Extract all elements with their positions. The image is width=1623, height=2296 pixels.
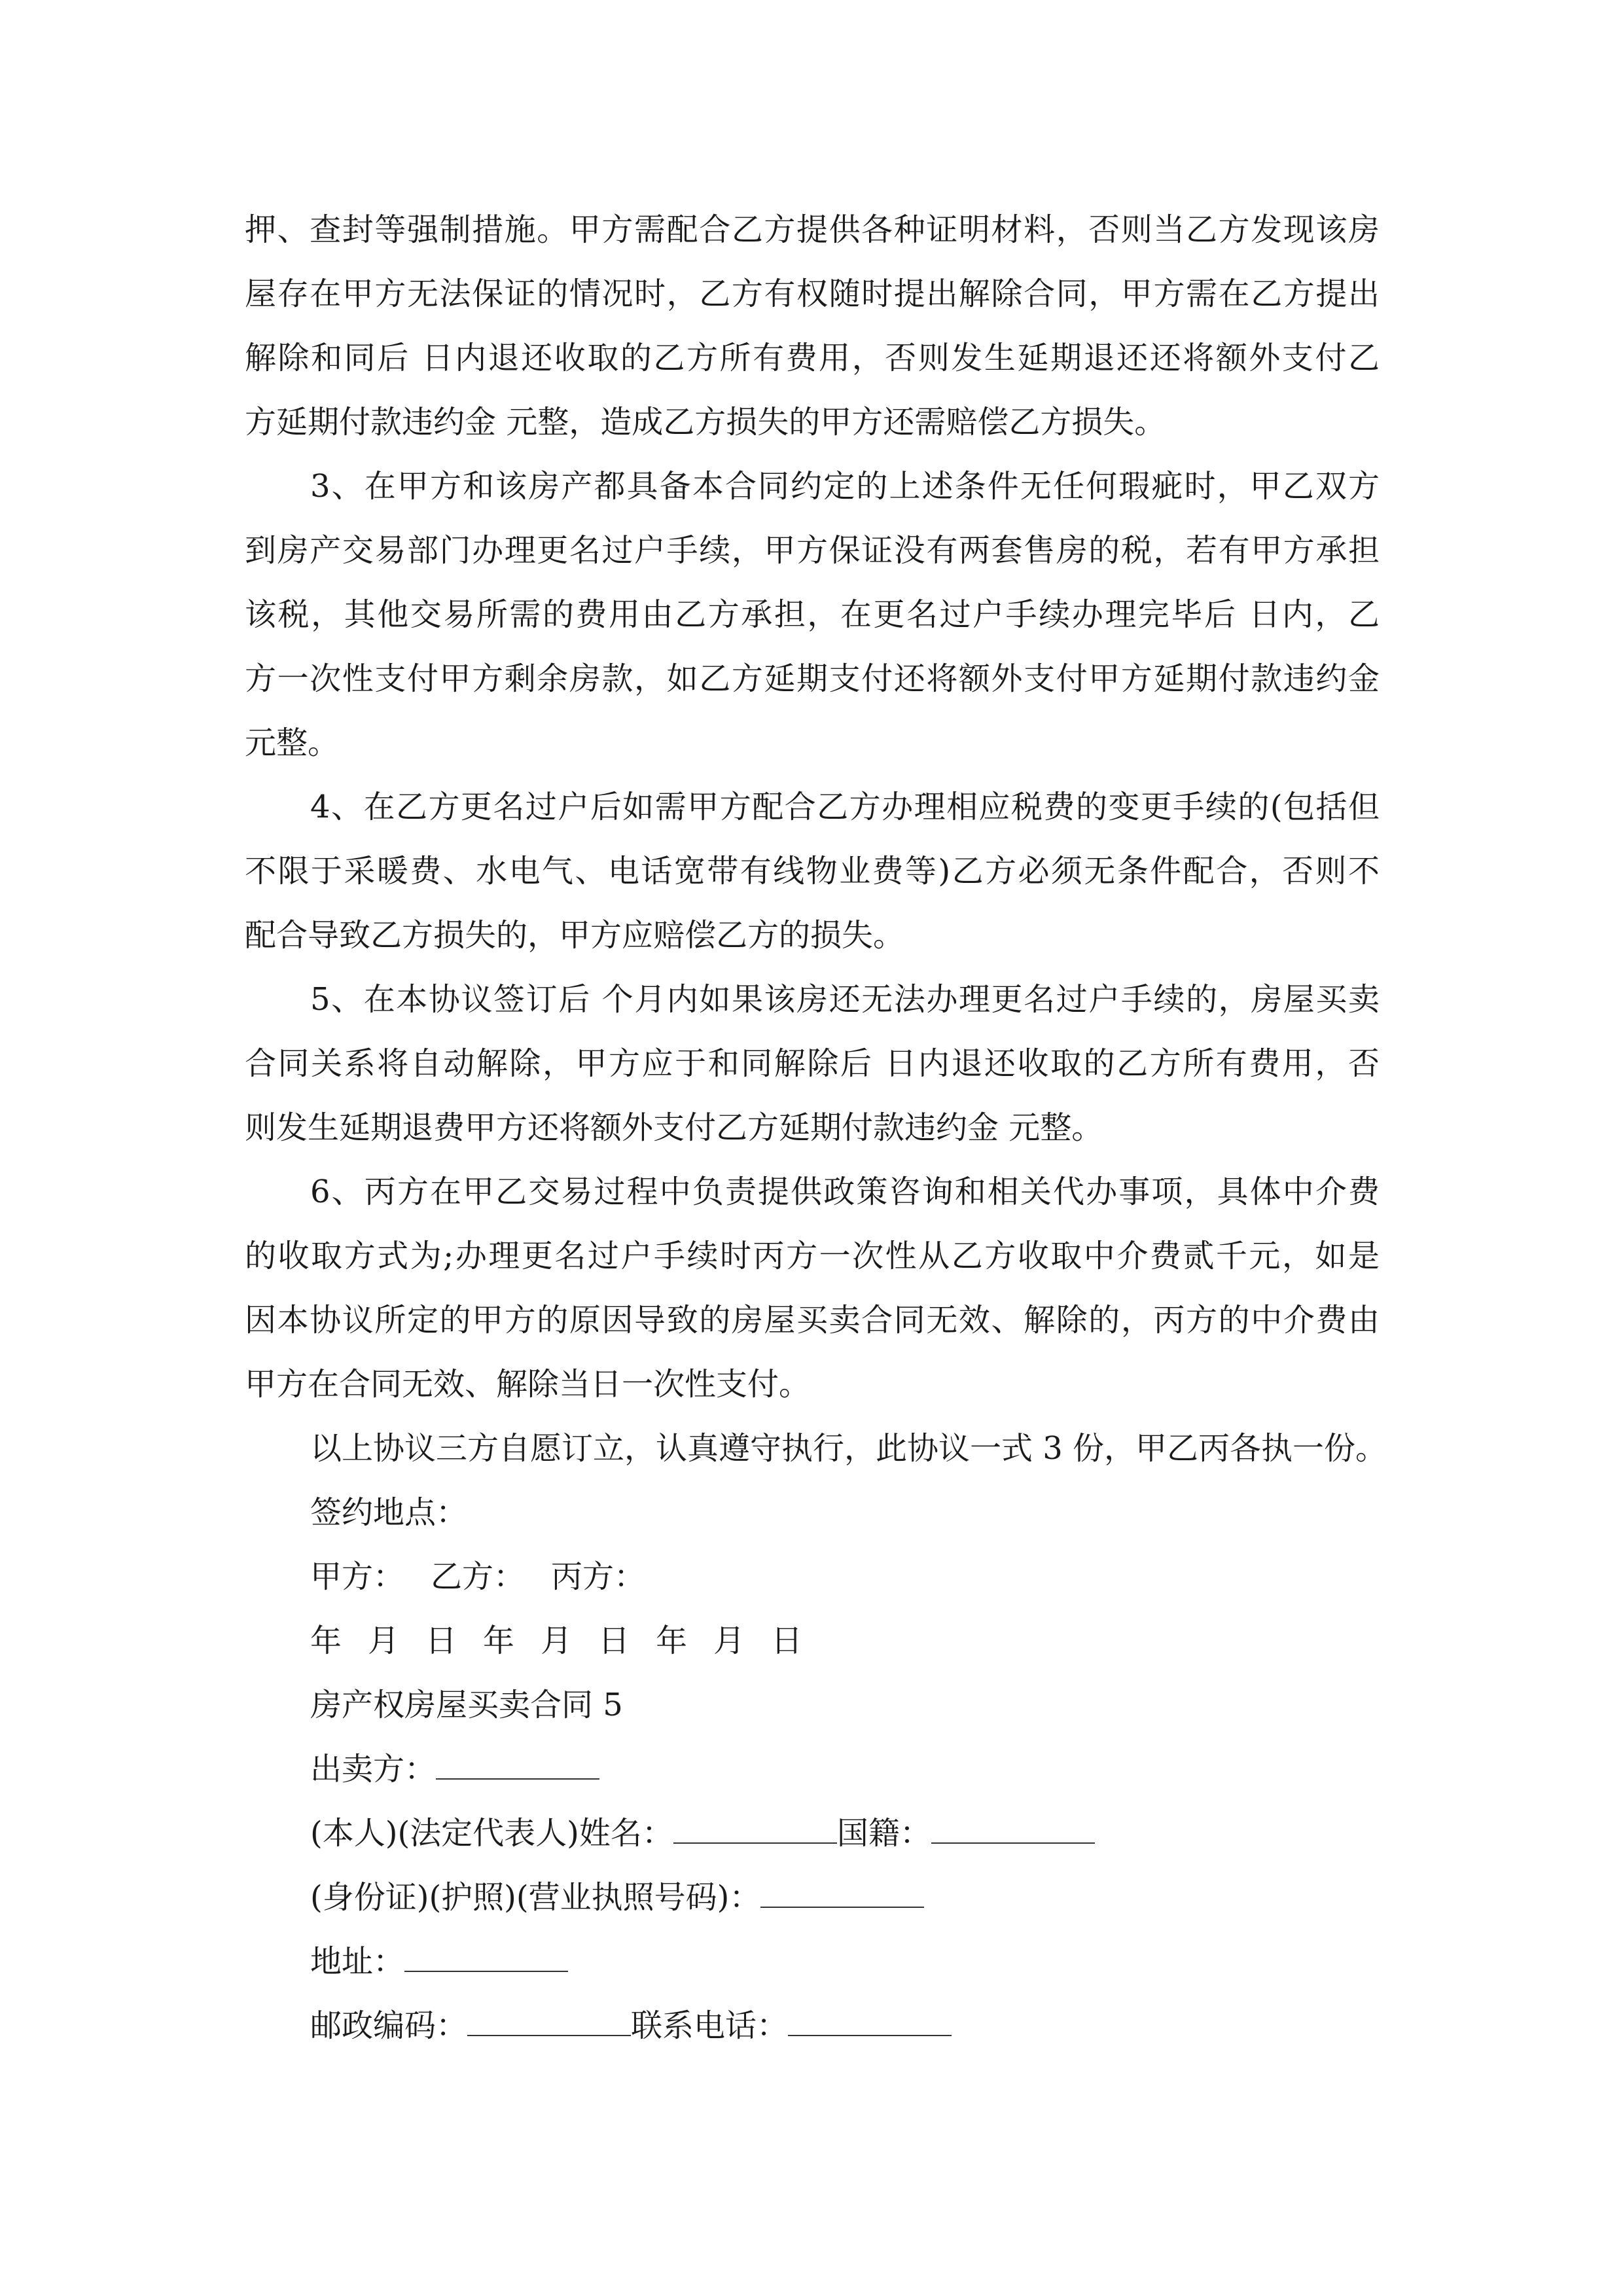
clause2-line-2: 屋存在甲方无法保证的情况时，乙方有权随时提出解除合同，甲方需在乙方提出 [245, 276, 1380, 312]
clause2-line-3: 解除和同后 日内退还收取的乙方所有费用，否则发生延期退还还将额外支付乙 [245, 340, 1380, 376]
postcode-field[interactable] [467, 2009, 631, 2036]
seller-field[interactable] [436, 1752, 599, 1780]
address-row [245, 1929, 1380, 1994]
dates-row [245, 1609, 1380, 1673]
clause4-line-2: 不限于采暖费、水电气、电话宽带有线物业费等)乙方必须无条件配合，否则不 [245, 853, 1380, 889]
clause2-line-1: 押、查封等强制措施。甲方需配合乙方提供各种证明材料，否则当乙方发现该房 [245, 211, 1380, 248]
date-year-3: 年 [656, 1623, 688, 1659]
seller-row [245, 1737, 1380, 1801]
date-month-2: 月 [541, 1623, 573, 1659]
address-field[interactable] [404, 1945, 568, 1972]
clause4-line-1: 4、在乙方更名过户后如需甲方配合乙方办理相应税费的变更手续的(包括但 [310, 789, 1380, 825]
phone-field[interactable] [788, 2009, 952, 2036]
date-year-2: 年 [483, 1623, 515, 1659]
postcode-label: 邮政编码： [310, 2007, 468, 2044]
date-day-3: 日 [771, 1623, 803, 1659]
parties-row [245, 1545, 1380, 1609]
address-label: 地址： [310, 1943, 405, 1980]
clause5-line-3: 则发生延期退费甲方还将额外支付乙方延期付款违约金 元整。 [245, 1109, 1103, 1146]
nationality-field[interactable] [931, 1816, 1095, 1844]
clause3-line-4: 方一次性支付甲方剩余房款，如乙方延期支付还将额外支付甲方延期付款违约金 [245, 660, 1380, 697]
clause5-line-2: 合同关系将自动解除，甲方应于和同解除后 日内退还收取的乙方所有费用，否 [245, 1045, 1380, 1082]
party-a-label: 甲方： [310, 1558, 405, 1595]
date-month-1: 月 [368, 1623, 400, 1659]
contact-row [245, 1994, 1380, 2058]
clause3-line-2: 到房产交易部门办理更名过户手续，甲方保证没有两套售房的税，若有甲方承担 [245, 532, 1380, 569]
party-b-label: 乙方： [431, 1558, 526, 1595]
id-label: (身份证)(护照)(营业执照号码)： [310, 1879, 761, 1916]
name-field[interactable] [673, 1816, 837, 1844]
phone-label: 联系电话： [631, 2007, 789, 2044]
clause3-line-1: 3、在甲方和该房产都具备本合同约定的上述条件无任何瑕疵时，甲乙双方 [310, 468, 1380, 505]
party-c-label: 丙方： [551, 1558, 646, 1595]
date-day-2: 日 [598, 1623, 630, 1659]
clause6-line-2: 的收取方式为;办理更名过户手续时丙方一次性从乙方收取中介费贰千元，如是 [245, 1238, 1380, 1274]
next-contract-title: 房产权房屋买卖合同 5 [310, 1687, 623, 1723]
signing-place: 签约地点： [310, 1494, 468, 1531]
clause3-line-3: 该税，其他交易所需的费用由乙方承担，在更名过户手续办理完毕后 日内，乙 [245, 596, 1380, 633]
id-row [245, 1865, 1380, 1929]
clause2-line-4: 方延期付款违约金 元整，造成乙方损失的甲方还需赔偿乙方损失。 [245, 404, 1166, 440]
date-month-3: 月 [713, 1623, 745, 1659]
date-day-1: 日 [425, 1623, 457, 1659]
clause6-line-3: 因本协议所定的甲方的原因导致的房屋买卖合同无效、解除的，丙方的中介费由 [245, 1302, 1380, 1338]
closing-statement: 以上协议三方自愿订立，认真遵守执行，此协议一式 3 份，甲乙丙各执一份。 [310, 1430, 1387, 1467]
nationality-label: 国籍： [836, 1815, 931, 1852]
clause6-line-1: 6、丙方在甲乙交易过程中负责提供政策咨询和相关代办事项，具体中介费 [310, 1174, 1380, 1210]
date-year-1: 年 [310, 1623, 342, 1659]
clause6-line-4: 甲方在合同无效、解除当日一次性支付。 [245, 1366, 811, 1403]
id-field[interactable] [760, 1880, 924, 1908]
seller-label: 出卖方： [310, 1751, 437, 1787]
clause5-line-1: 5、在本协议签订后 个月内如果该房还无法办理更名过户手续的，房屋买卖 [310, 981, 1380, 1018]
document-body [245, 198, 1387, 2058]
name-label: (本人)(法定代表人)姓名： [310, 1815, 673, 1852]
clause4-line-3: 配合导致乙方损失的，甲方应赔偿乙方的损失。 [245, 917, 905, 954]
clause3-line-5: 元整。 [245, 725, 340, 761]
name-row [245, 1801, 1380, 1865]
